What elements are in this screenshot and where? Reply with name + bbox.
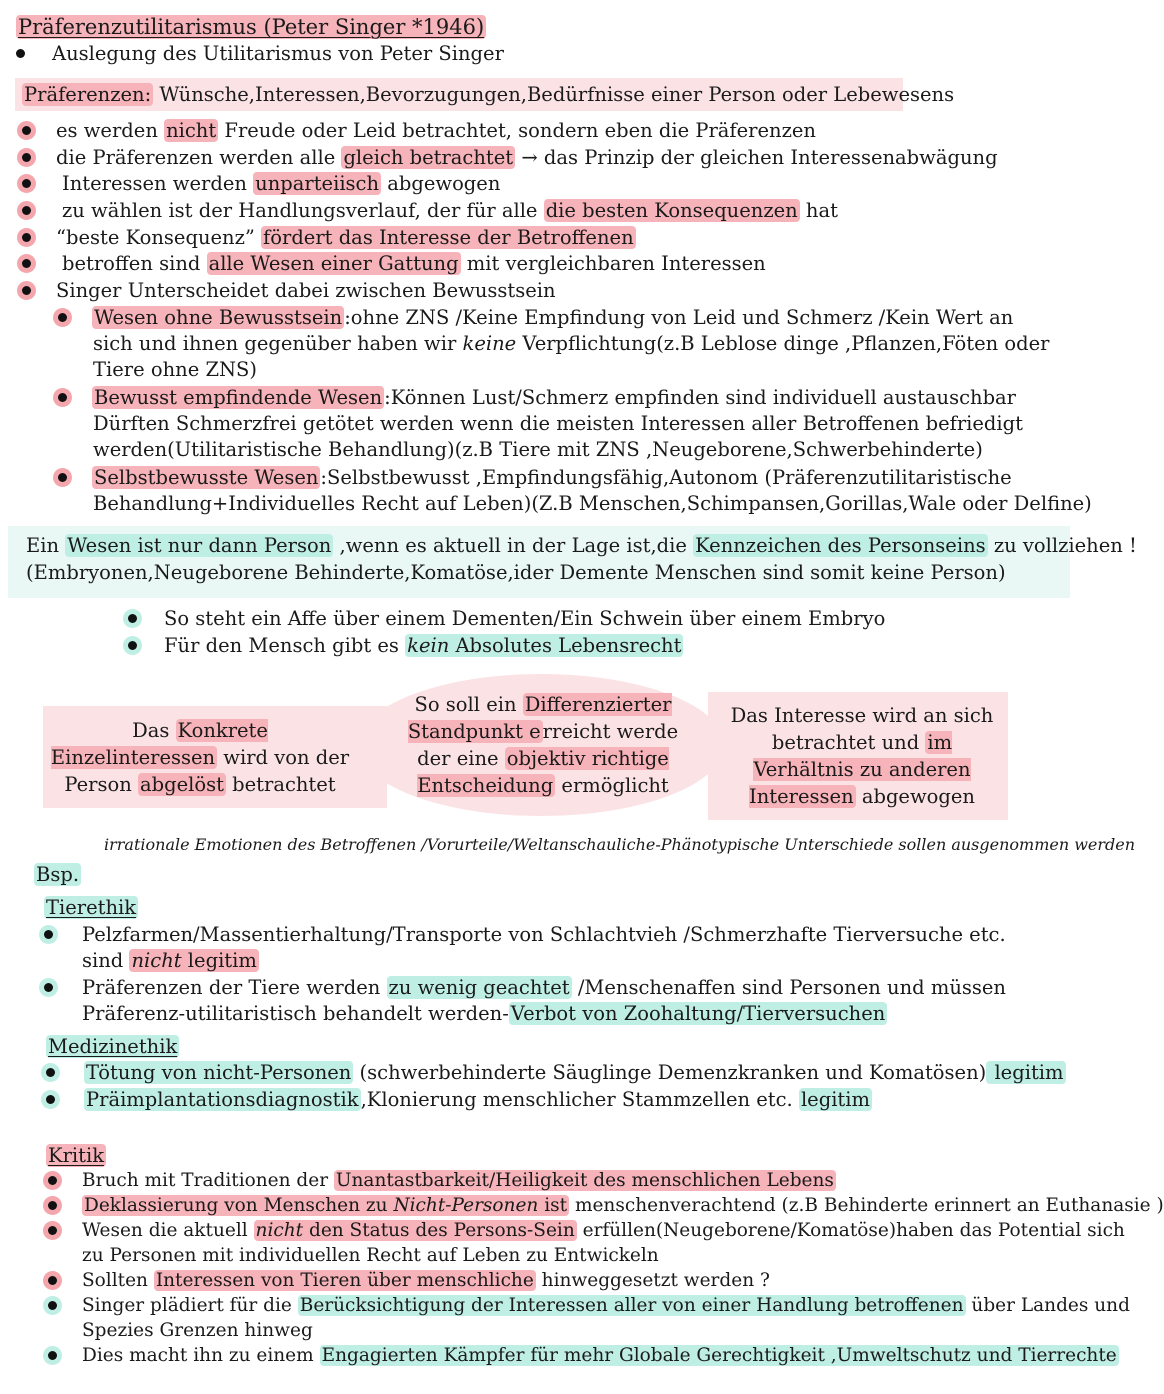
bullet-dot <box>48 1226 57 1235</box>
box-im-verhaeltnis: Das Interesse wird an sich betrachtet und im Verhältnis zu anderen Interessen abgewogen <box>730 704 994 808</box>
sub-bullet-line: sich und ihnen gegenüber haben wir keine Verpflichtung(z.B Leblose dinge ,Pflanzen,Föten oder <box>93 332 1050 355</box>
bullet-dot <box>128 641 137 650</box>
bullet-item: betroffen sind alle Wesen einer Gattung mit vergleichbaren Interessen <box>62 252 766 275</box>
kritik-bullet: Wesen die aktuell nicht den Status des Persons-Sein erfüllen(Neugeborene/Komatöse)haben das Potential sich <box>82 1220 1125 1241</box>
kritik-heading: Kritik <box>48 1144 105 1167</box>
bullet-item: es werden nicht Freude oder Leid betrachtet, sondern eben die Präferenzen <box>56 119 816 142</box>
tierethik-heading: Tierethik <box>46 896 137 919</box>
tierethik-bullet: Pelzfarmen/Massentierhaltung/Transporte von Schlachtvieh /Schmerzhafte Tierversuche etc. <box>82 923 1006 946</box>
sub-bullet-bewusst-empfindende-wesen: Bewusst empfindende Wesen :Können Lust/Schmerz empfinden sind individuell austauschbar <box>94 386 1017 409</box>
person-definition: Ein Wesen ist nur dann Person ,wenn es aktuell in der Lage ist,die Kennzeichen des Personseins zu vollziehen ! <box>26 534 1137 557</box>
kritik-bullet: Bruch mit Traditionen der Unantastbarkeit/Heiligkeit des menschlichen Lebens <box>82 1170 834 1191</box>
sub-bullet-dot <box>58 473 67 482</box>
bullet-dot <box>22 206 31 215</box>
bullet-dot <box>46 1095 55 1104</box>
example-label: Bsp. <box>36 863 80 886</box>
bullet-dot <box>22 153 31 162</box>
page-title-text: Präferenzutilitarismus (Peter Singer *1946) <box>18 15 485 39</box>
bullet-dot <box>44 930 53 939</box>
sub-bullet-dot <box>58 313 67 322</box>
bullet-dot <box>44 983 53 992</box>
sub-bullet-line: Dürften Schmerzfrei getötet werden wenn die meisten Interessen aller Betroffenen befriedigt <box>93 412 1023 435</box>
kritik-bullet-line2: Spezies Grenzen hinweg <box>82 1320 313 1341</box>
bullet-dot <box>16 49 25 58</box>
bullet-item: “beste Konsequenz” fördert das Interesse der Betroffenen <box>56 226 634 249</box>
tierethik-bullet-line2: sind nicht legitim <box>82 949 257 972</box>
page-title <box>16 14 486 40</box>
tierethik-bullet-line2: Präferenz-utilitaristisch behandelt werden- Verbot von Zoohaltung/Tierversuchen <box>82 1002 886 1025</box>
bullet-dot <box>48 1351 57 1360</box>
italic-note: irrationale Emotionen des Betroffenen /Vorurteile/Weltanschauliche-Phänotypische Unterschiede sollen ausgenommen werden <box>104 835 1136 854</box>
bullet-dot <box>22 233 31 242</box>
bullet-dot <box>48 1276 57 1285</box>
bullet-dot <box>46 1068 55 1077</box>
person-bullet: So steht ein Affe über einem Dementen/Ein Schwein über einem Embryo <box>164 607 886 630</box>
sub-bullet-line: werden(Utilitaristische Behandlung)(z.B Tiere mit ZNS ,Neugeborene,Schwerbehinderte) <box>93 438 983 461</box>
person-bullet: Für den Mensch gibt es kein Absolutes Lebensrecht <box>164 634 682 657</box>
definition-text: Wünsche,Interessen,Bevorzugungen,Bedürfnisse einer Person oder Lebewesens <box>153 83 955 106</box>
sub-bullet-wesen-ohne-bewusstsein: Wesen ohne Bewusstsein :ohne ZNS /Keine Empfindung von Leid und Schmerz /Kein Wert an <box>94 306 1014 329</box>
bullet-dot <box>48 1301 57 1310</box>
kritik-bullet: Sollten Interessen von Tieren über menschliche hinweggesetzt werden ? <box>82 1270 770 1291</box>
bullet-item: zu wählen ist der Handlungsverlauf, der für alle die besten Konsequenzen hat <box>62 199 838 222</box>
bullet-dot <box>48 1176 57 1185</box>
bullet-dot <box>48 1201 57 1210</box>
kritik-bullet-line2: zu Personen mit individuellen Recht auf Leben zu Entwickeln <box>82 1245 659 1266</box>
sub-bullet-line: Behandlung+Individuelles Recht auf Leben)(Z.B Menschen,Schimpansen,Gorillas,Wale oder Delfine) <box>93 492 1092 515</box>
tierethik-bullet: Präferenzen der Tiere werden zu wenig geachtet /Menschenaffen sind Personen und müssen <box>82 976 1006 999</box>
sub-bullet-dot <box>58 393 67 402</box>
medizinethik-heading: Medizinethik <box>48 1035 178 1058</box>
medizinethik-bullet: Präimplantationsdiagnostik ,Klonierung menschlicher Stammzellen etc. legitim <box>86 1088 870 1111</box>
medizinethik-bullet: Tötung von nicht-Personen (schwerbehinderte Säuglinge Demenzkranken und Komatösen) legitim <box>86 1061 1064 1084</box>
bullet-dot <box>22 179 31 188</box>
box-einzelinteresse: Das Konkrete Einzelinteressen wird von der Person abgelöst betrachtet <box>50 718 350 796</box>
bullet-item: Interessen werden unparteiisch abgewogen <box>62 172 501 195</box>
sub-bullet-selbstbewusste-wesen: Selbstbewusste Wesen :Selbstbewusst ,Empfindungsfähig,Autonom (Präferenzutilitaristische <box>94 466 1012 489</box>
sub-bullet-line: Tiere ohne ZNS) <box>93 358 258 381</box>
bullet-dot <box>22 286 31 295</box>
kritik-bullet: Dies macht ihn zu einem Engagierten Kämpfer für mehr Globale Gerechtigkeit ,Umweltschutz und Tierrechte <box>82 1345 1117 1366</box>
box-differenzierter-standpunkt: So soll ein Differenzierter Standpunkt e rreicht werde der eine objektiv richtige Entscheidung ermöglicht <box>407 693 679 797</box>
bullet-dot <box>22 259 31 268</box>
kritik-bullet: Deklassierung von Menschen zu Nicht-Personen ist menschenverachtend (z.B Behinderte erinnert an Euthanasie ) <box>84 1195 1164 1216</box>
bullet-dot <box>128 614 137 623</box>
person-definition-line2: (Embryonen,Neugeborene Behinderte,Komatöse,ider Demente Menschen sind somit keine Person) <box>26 561 1006 584</box>
kritik-bullet: Singer plädiert für die Berücksichtigung der Interessen aller von einer Handlung betroffenen über Landes und <box>82 1295 1130 1316</box>
bullet-item: Singer Unterscheidet dabei zwischen Bewusstsein <box>56 279 556 302</box>
intro-bullet: Auslegung des Utilitarismus von Peter Singer <box>52 42 504 65</box>
definition-term: Präferenzen: <box>24 83 152 106</box>
bullet-dot <box>22 126 31 135</box>
definition <box>22 82 954 108</box>
bullet-item: die Präferenzen werden alle gleich betrachtet → das Prinzip der gleichen Interessenabwägung <box>56 146 998 169</box>
